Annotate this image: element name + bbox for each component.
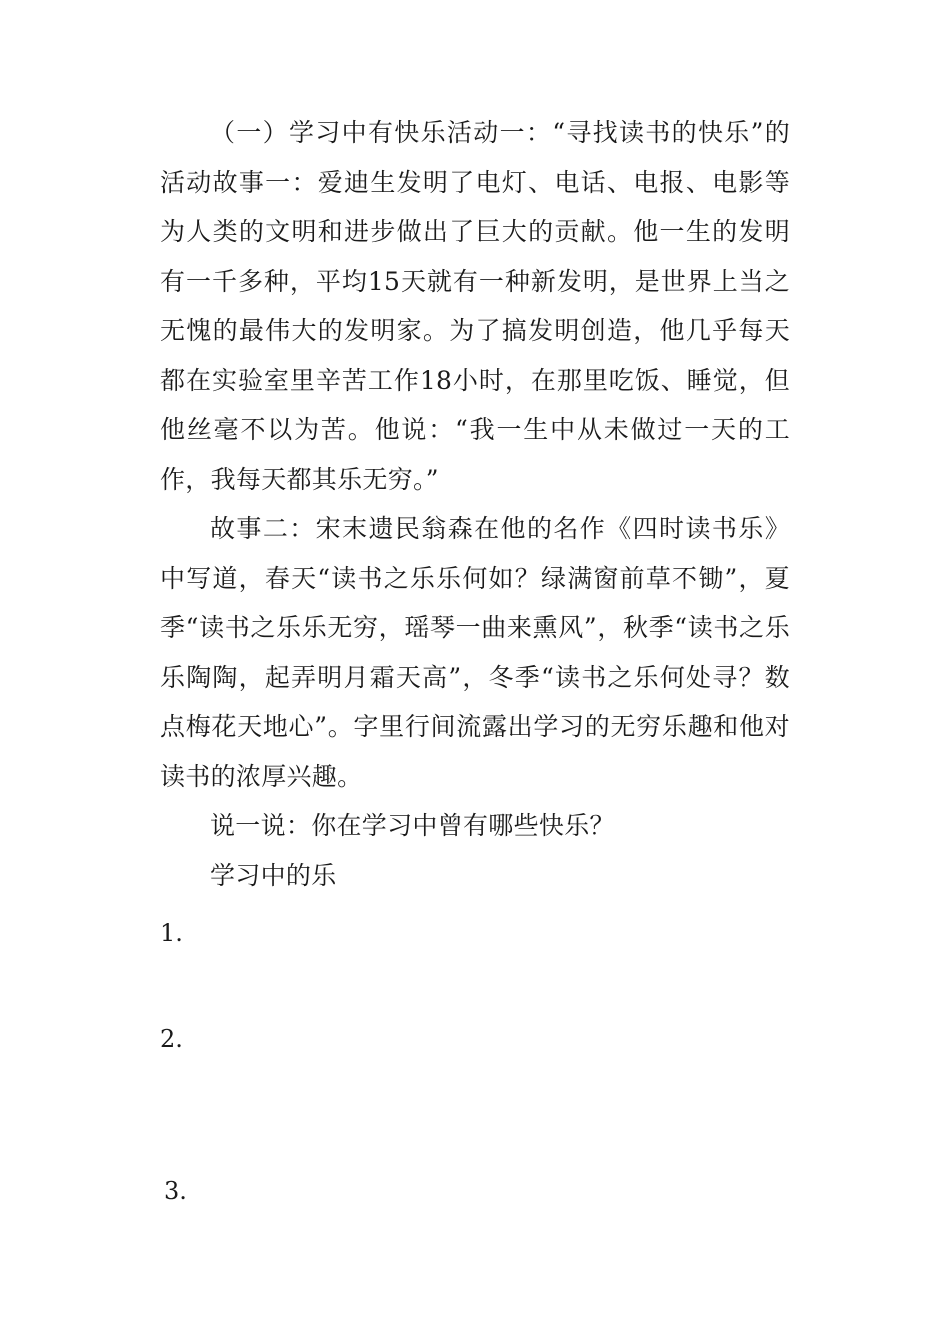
paragraph-story-one: （一）学习中有快乐活动一：“寻找读书的快乐”的活动故事一：爱迪生发明了电灯、电话、电报、电影等为人类的文明和进步做出了巨大的贡献。他一生的发明有一千多种，平均15天就有一种新发明，是世界上当之无愧的最伟大的发明家。为了搞发明创造，他几乎每天都在实验室里辛苦工作18小时，在那里吃饭、睡觉，但他丝毫不以为苦。他说：“我一生中从未做过一天的工作，我每天都其乐无穷。”	[160, 118, 790, 494]
list-number-1: 1.	[160, 919, 183, 947]
document-body	[160, 108, 790, 900]
paragraph-story-two: 故事二：宋末遗民翁森在他的名作《四时读书乐》中写道，春天“读书之乐乐何如？绿满窗前草不锄”，夏季“读书之乐乐无穷，瑶琴一曲来熏风”，秋季“读书之乐乐陶陶，起弄明月霜天高”，冬季“读书之乐何处寻？数点梅花天地心”。字里行间流露出学习的无穷乐趣和他对读书的浓厚兴趣。	[160, 514, 790, 791]
paragraph-prompt: 说一说：你在学习中曾有哪些快乐？	[210, 811, 615, 840]
paragraph-heading-joy: 学习中的乐	[210, 860, 337, 890]
list-number-2: 2.	[160, 1025, 183, 1053]
list-number-3: 3.	[164, 1177, 187, 1205]
